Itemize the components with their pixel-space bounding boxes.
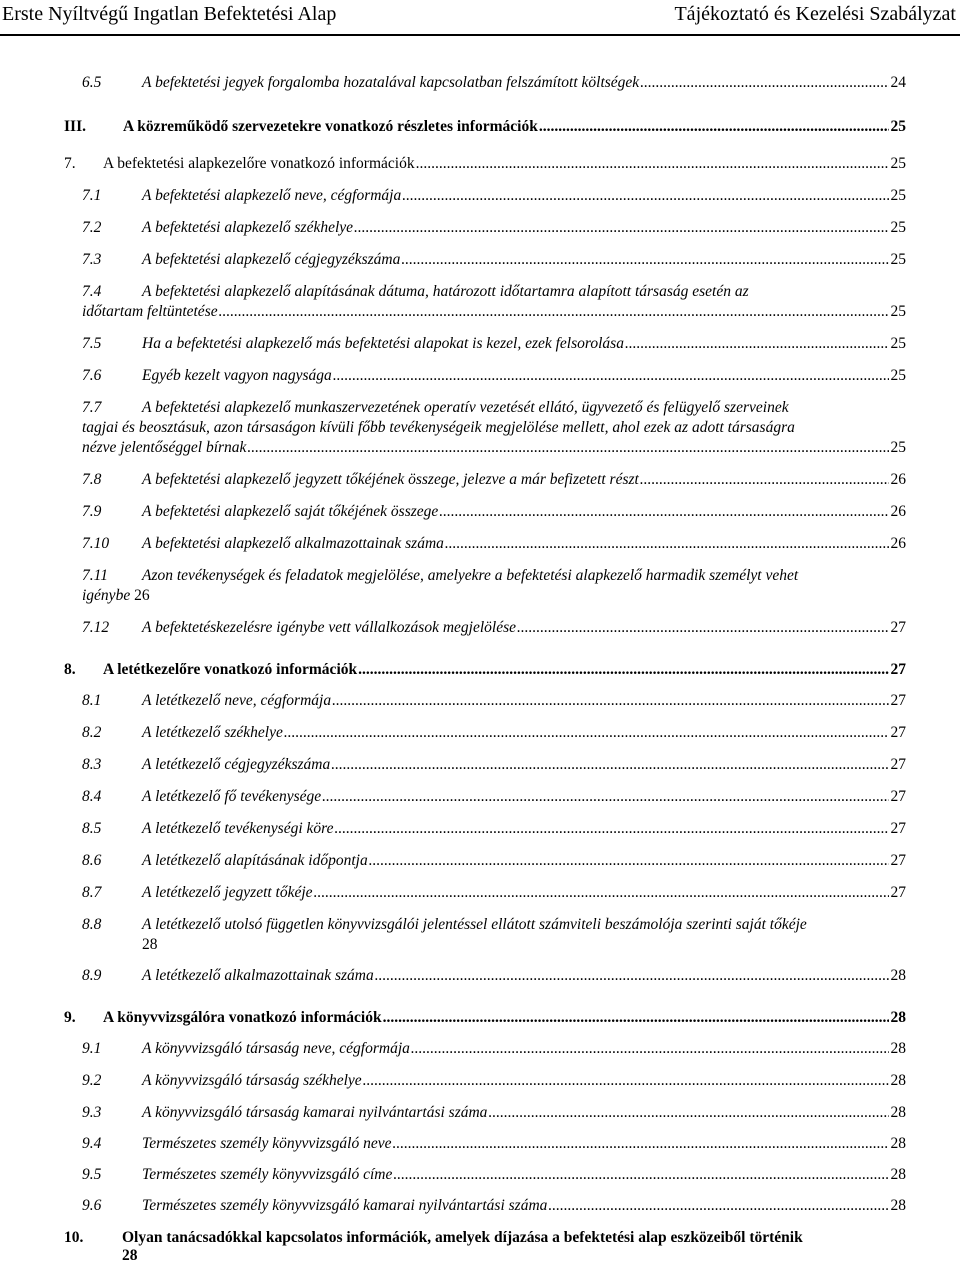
toc-entry-8-4-number: 8.4 [82, 788, 102, 805]
page-number: 28 [890, 1197, 906, 1214]
leader-dots [439, 502, 888, 522]
page-number: 27 [890, 661, 906, 678]
toc-entry-7-6-number: 7.6 [82, 367, 102, 384]
toc-entry-9-6[interactable] [142, 1196, 906, 1216]
toc-entry-7-7[interactable] [82, 438, 906, 458]
toc-entry-title: A befektetési alapkezelő alkalmazottainak száma [142, 535, 444, 552]
toc-entry-7-7-line2: tagjai és beosztásuk, azon társaságon kívüli főbb tevékenységeik megjelölése mellett, ahol ezek az adott társaságra [82, 419, 795, 436]
leader-dots [358, 660, 888, 680]
page-number: 25 [890, 219, 906, 236]
leader-dots [335, 819, 889, 839]
toc-entry-9-2[interactable] [142, 1071, 906, 1091]
toc-entry-10-number: 10. [64, 1229, 84, 1246]
toc-entry-7-12[interactable] [142, 618, 906, 638]
toc-entry-7-7-number: 7.7 [82, 399, 102, 416]
toc-entry-III-number: III. [64, 118, 86, 135]
toc-entry-8-2-number: 8.2 [82, 724, 102, 741]
leader-dots [445, 534, 889, 554]
toc-entry-title: A könyvvizsgálóra vonatkozó információk [103, 1009, 382, 1026]
toc-entry-8-1[interactable] [142, 691, 906, 711]
toc-entry-title: A könyvvizsgáló társaság kamarai nyilvántartási száma [142, 1104, 488, 1121]
leader-dots [416, 154, 889, 174]
toc-entry-7-number: 7. [64, 155, 76, 172]
toc-entry-7-3[interactable] [142, 250, 906, 270]
toc-entry-III[interactable] [123, 117, 906, 137]
toc-entry-title: Egyéb kezelt vagyon nagysága [142, 367, 332, 384]
leader-dots [625, 334, 889, 354]
toc-entry-title: A befektetési alapkezelő neve, cégformája [142, 187, 402, 204]
leader-dots [314, 883, 889, 903]
toc-entry-8-number: 8. [64, 661, 76, 678]
toc-entry-9-5-number: 9.5 [82, 1166, 102, 1183]
leader-dots [539, 117, 889, 137]
page-number: 27 [890, 852, 906, 869]
toc-entry-7-1[interactable] [142, 186, 906, 206]
leader-dots [411, 1039, 889, 1059]
toc-entry-7-2-number: 7.2 [82, 219, 102, 236]
toc-entry-9-number: 9. [64, 1009, 76, 1026]
page-number: 28 [890, 1040, 906, 1057]
toc-entry-10[interactable] [122, 1246, 138, 1266]
toc-entry-9-5[interactable] [142, 1165, 906, 1185]
toc-entry-title: A letétkezelő székhelye [142, 724, 283, 741]
leader-dots [548, 1196, 888, 1216]
leader-dots [517, 618, 889, 638]
leader-dots [640, 73, 888, 93]
toc-entry-6-5[interactable] [142, 73, 906, 93]
toc-entry-7-10[interactable] [142, 534, 906, 554]
toc-entry-7-11-number: 7.11 [82, 567, 108, 584]
toc-entry-8[interactable] [103, 660, 906, 680]
toc-entry-7-2[interactable] [142, 218, 906, 238]
page-number: 26 [890, 471, 906, 488]
toc-entry-6-5-number: 6.5 [82, 74, 102, 91]
header-left-title: Erste Nyíltvégű Ingatlan Befektetési Alap [2, 3, 337, 25]
page-number: 25 [890, 439, 906, 456]
toc-entry-title: A befektetési alapkezelőre vonatkozó információk [103, 155, 415, 172]
toc-entry-8-8[interactable] [142, 935, 158, 955]
toc-entry-8-1-number: 8.1 [82, 692, 102, 709]
toc-entry-8-5[interactable] [142, 819, 906, 839]
toc-entry-title: A letétkezelő alkalmazottainak száma [142, 967, 374, 984]
leader-dots [640, 470, 889, 490]
toc-entry-7-8[interactable] [142, 470, 906, 490]
toc-entry-title: A befektetési jegyek forgalomba hozatalával kapcsolatban felszámított költségek [142, 74, 640, 91]
toc-entry-title: A letétkezelő tevékenységi köre [142, 820, 334, 837]
toc-entry-7-7-line1: A befektetési alapkezelő munkaszervezetének operatív vezetését ellátó, ügyvezető és felügyelő szerveinek [142, 399, 789, 416]
toc-entry-title: A letétkezelő fő tevékenysége [142, 788, 322, 805]
toc-entry-9-6-number: 9.6 [82, 1197, 102, 1214]
toc-entry-7-5[interactable] [142, 334, 906, 354]
page-number: 25 [890, 303, 906, 320]
toc-entry-9-3-number: 9.3 [82, 1104, 102, 1121]
page-number: 28 [890, 1009, 906, 1026]
toc-entry-8-9-number: 8.9 [82, 967, 102, 984]
toc-entry-7-12-number: 7.12 [82, 619, 110, 636]
toc-entry-7-9[interactable] [142, 502, 906, 522]
toc-entry-title: nézve jelentőséggel bírnak [82, 439, 247, 456]
toc-entry-7-8-number: 7.8 [82, 471, 102, 488]
toc-entry-title: A letétkezelőre vonatkozó információk [103, 661, 358, 678]
leader-dots [393, 1134, 889, 1154]
toc-entry-8-8-line1: A letétkezelő utolsó független könyvvizsgálói jelentéssel ellátott számviteli beszámolója szerinti saját tőkéje [142, 916, 807, 933]
leader-dots [383, 1008, 889, 1028]
toc-entry-title: A befektetési alapkezelő székhelye [142, 219, 354, 236]
toc-entry-title: A letétkezelő jegyzett tőkéje [142, 884, 313, 901]
page-number: 25 [890, 251, 906, 268]
page-number: 27 [890, 788, 906, 805]
toc-entry-9-1[interactable] [142, 1039, 906, 1059]
leader-dots [363, 1071, 889, 1091]
toc-entry-8-8-number: 8.8 [82, 916, 102, 933]
leader-dots [322, 787, 888, 807]
toc-entry-8-7[interactable] [142, 883, 906, 903]
toc-entry-8-6-number: 8.6 [82, 852, 102, 869]
toc-entry-7-3-number: 7.3 [82, 251, 102, 268]
leader-dots [369, 851, 889, 871]
leader-dots [247, 438, 888, 458]
toc-entry-7-11[interactable] [82, 586, 150, 606]
toc-entry-8-2[interactable] [142, 723, 906, 743]
toc-entry-title: A letétkezelő neve, cégformája [142, 692, 332, 709]
header-right-title: Tájékoztató és Kezelési Szabályzat [674, 3, 956, 25]
toc-entry-9-3[interactable] [142, 1103, 906, 1123]
toc-entry-title: A befektetéskezelésre igénybe vett vállalkozások megjelölése [142, 619, 516, 636]
page-number: 28 [890, 967, 906, 984]
toc-entry-title: A közreműködő szervezetekre vonatkozó részletes információk [123, 118, 538, 135]
toc-entry-9-2-number: 9.2 [82, 1072, 102, 1089]
toc-entry-title: A befektetési alapkezelő jegyzett tőkéjének összege, jelezve a már befizetett részt [142, 471, 639, 488]
page-number: 27 [890, 884, 906, 901]
leader-dots [219, 302, 889, 322]
toc-entry-title: Természetes személy könyvvizsgáló neve [142, 1135, 392, 1152]
toc-entry-9-4[interactable] [142, 1134, 906, 1154]
toc-entry-9[interactable] [103, 1008, 906, 1028]
toc-entry-8-4[interactable] [142, 787, 906, 807]
toc-entry-title: A befektetési alapkezelő cégjegyzékszáma [142, 251, 401, 268]
leader-dots [401, 250, 888, 270]
toc-entry-7-5-number: 7.5 [82, 335, 102, 352]
leader-dots [332, 691, 888, 711]
page-number: 25 [890, 155, 906, 172]
page-number: 28 [890, 1166, 906, 1183]
toc-entry-title: A letétkezelő cégjegyzékszáma [142, 756, 331, 773]
toc-entry-8-3-number: 8.3 [82, 756, 102, 773]
toc-entry-title: A könyvvizsgáló társaság székhelye [142, 1072, 362, 1089]
page-number: 27 [890, 724, 906, 741]
toc-entry-7-4[interactable] [82, 302, 906, 322]
page-number: 28 [890, 1135, 906, 1152]
toc-entry-8-6[interactable] [142, 851, 906, 871]
page-number: 28 [890, 1072, 906, 1089]
toc-entry-7-6[interactable] [142, 366, 906, 386]
page-number: 26 [134, 587, 150, 604]
toc-entry-9-4-number: 9.4 [82, 1135, 102, 1152]
leader-dots [354, 218, 888, 238]
page-number: 28 [890, 1104, 906, 1121]
toc-entry-8-9[interactable] [142, 966, 906, 986]
toc-entry-7-1-number: 7.1 [82, 187, 102, 204]
toc-entry-7-11-line1: Azon tevékenységek és feladatok megjelölése, amelyekre a befektetési alapkezelő harmadik személyt vehet [142, 567, 799, 584]
page-number: 25 [890, 367, 906, 384]
toc-entry-9-1-number: 9.1 [82, 1040, 102, 1057]
toc-entry-title: A letétkezelő alapításának időpontja [142, 852, 368, 869]
toc-entry-7-4-line1: A befektetési alapkezelő alapításának dátuma, határozott időtartamra alapított társaság esetén az [142, 283, 749, 300]
page-number: 28 [142, 936, 158, 953]
page-number: 27 [890, 820, 906, 837]
page-number: 24 [890, 74, 906, 91]
page-number: 27 [890, 619, 906, 636]
toc-entry-8-3[interactable] [142, 755, 906, 775]
leader-dots [402, 186, 888, 206]
leader-dots [488, 1103, 888, 1123]
page-number: 26 [890, 503, 906, 520]
toc-entry-title: Ha a befektetési alapkezelő más befektetési alapokat is kezel, ezek felsorolása [142, 335, 624, 352]
toc-entry-title: Természetes személy könyvvizsgáló kamarai nyilvántartási száma [142, 1197, 548, 1214]
page-header [0, 0, 960, 36]
toc-entry-title: Természetes személy könyvvizsgáló címe [142, 1166, 393, 1183]
toc-entry-10-line1: Olyan tanácsadókkal kapcsolatos információk, amelyek díjazása a befektetési alap eszközeiből történik [122, 1229, 803, 1246]
toc-entry-7-4-number: 7.4 [82, 283, 102, 300]
leader-dots [393, 1165, 888, 1185]
toc-entry-7[interactable] [103, 154, 906, 174]
page-number: 25 [890, 118, 906, 135]
toc-entry-title: A befektetési alapkezelő saját tőkéjének összege [142, 503, 439, 520]
page-number: 25 [890, 335, 906, 352]
page-number: 27 [890, 756, 906, 773]
page-number: 28 [122, 1247, 138, 1264]
toc-entry-7-9-number: 7.9 [82, 503, 102, 520]
toc-entry-title: A könyvvizsgáló társaság neve, cégformája [142, 1040, 410, 1057]
leader-dots [375, 966, 889, 986]
toc-entry-8-7-number: 8.7 [82, 884, 102, 901]
toc-entry-8-5-number: 8.5 [82, 820, 102, 837]
leader-dots [284, 723, 889, 743]
toc-entry-title: igénybe [82, 587, 131, 604]
page-number: 27 [890, 692, 906, 709]
leader-dots [331, 755, 888, 775]
leader-dots [333, 366, 889, 386]
toc-entry-title: időtartam feltüntetése [82, 303, 218, 320]
page-number: 25 [890, 187, 906, 204]
toc-entry-7-10-number: 7.10 [82, 535, 110, 552]
page-number: 26 [890, 535, 906, 552]
